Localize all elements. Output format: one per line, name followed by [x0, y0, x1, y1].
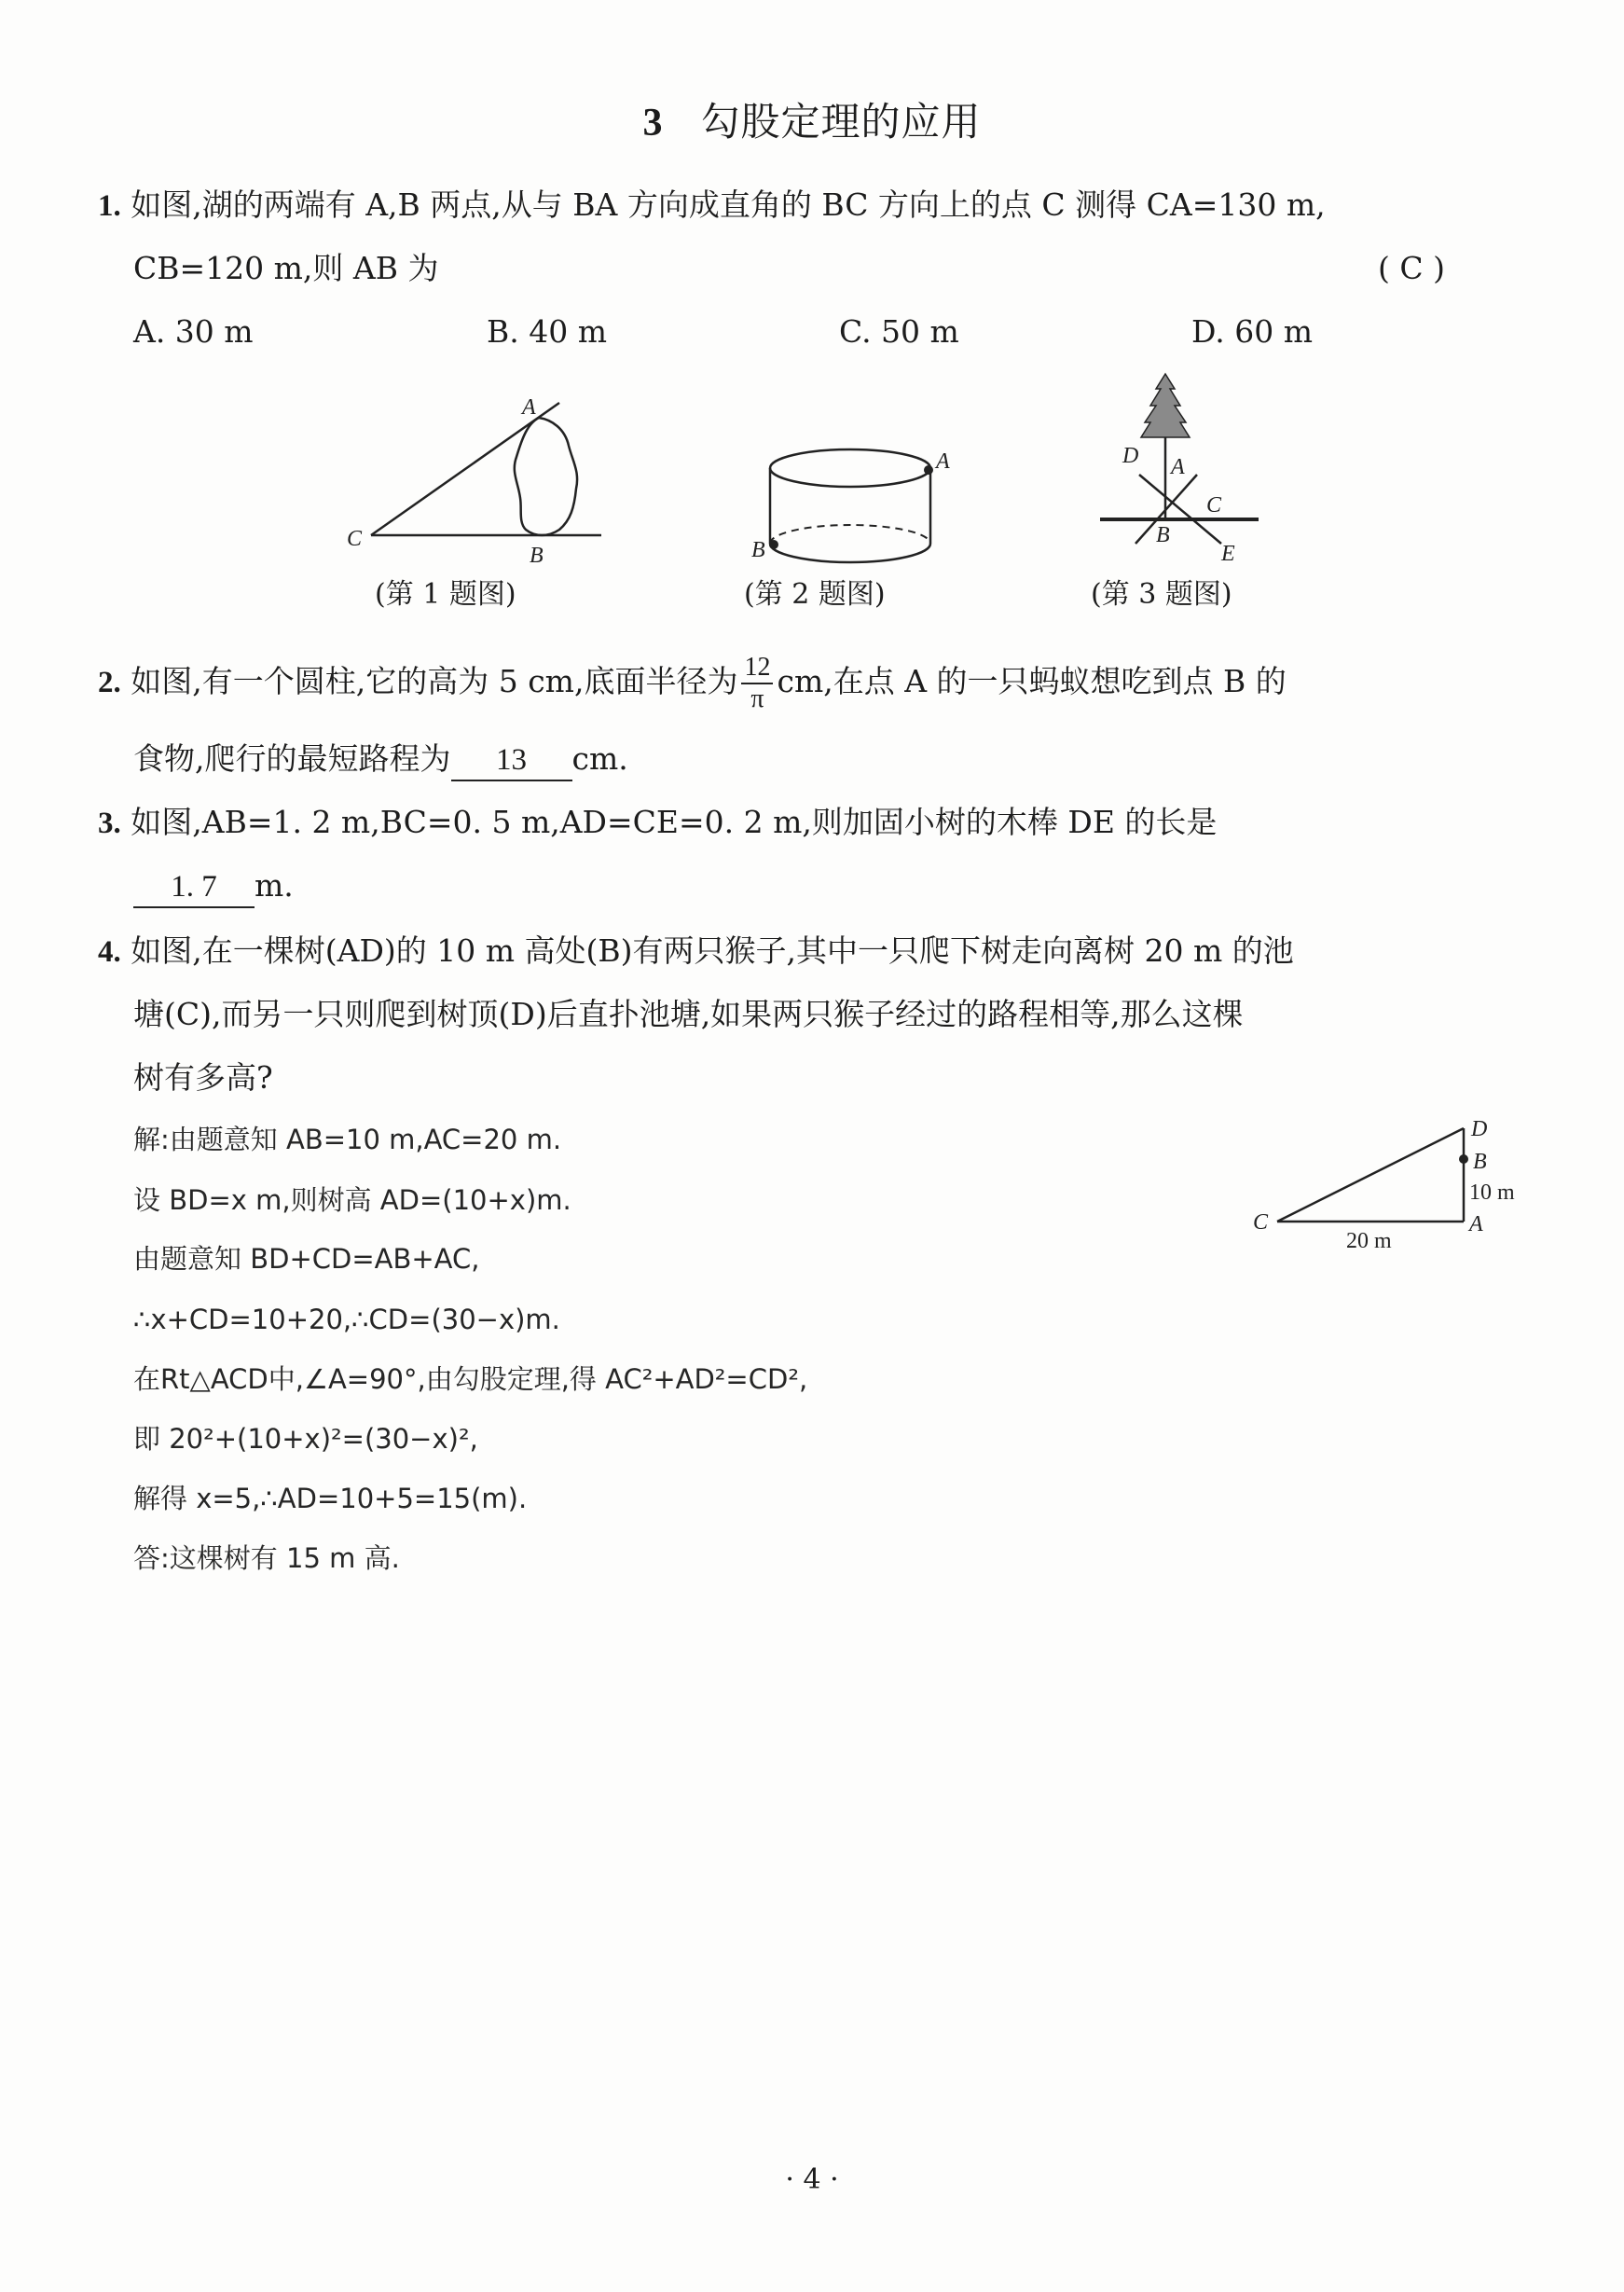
fig3-label-e: E: [1221, 542, 1235, 566]
fig3-label-c: C: [1206, 493, 1222, 518]
figure-3: [1081, 368, 1268, 569]
figure-2: [746, 438, 951, 569]
fig4-label-b: B: [1473, 1150, 1487, 1174]
q1-option-b: B. 40 m: [487, 313, 608, 350]
q2-fraction-denominator: π: [750, 684, 764, 714]
fig1-label-b: B: [530, 544, 544, 568]
q3-answer-blank: 1. 7: [133, 869, 255, 908]
q2-fraction-numerator: 12: [741, 653, 773, 684]
fig2-label-a: A: [936, 449, 950, 474]
q2-line2-pre: 食物,爬行的最短路程为: [133, 740, 451, 777]
figure-4: [1240, 1110, 1548, 1259]
fig2-caption: (第 2 题图): [744, 578, 886, 611]
q4-line1: [98, 932, 1294, 972]
q2-number: 2.: [98, 666, 121, 700]
fig3-label-b: B: [1156, 523, 1170, 547]
fig4-label-10m: 10 m: [1469, 1181, 1515, 1205]
q2-answer-blank: 13: [451, 742, 572, 781]
section-title: [0, 91, 1624, 147]
q2-text-part1: 如图,有一个圆柱,它的高为 5 cm,底面半径为: [131, 663, 738, 700]
q1-option-d: D. 60 m: [1191, 313, 1314, 350]
q4-number: 4.: [98, 935, 121, 969]
q1-text-line2: CB=120 m,则 AB 为: [133, 250, 439, 286]
fig3-label-d: D: [1122, 444, 1139, 468]
q1-number: 1.: [98, 189, 121, 223]
q4-text-line1: 如图,在一棵树(AD)的 10 m 高处(B)有两只猴子,其中一只爬下树走向离树 20 m 的池: [131, 932, 1294, 969]
q2-line2-post: cm.: [571, 740, 628, 777]
fig1-caption: (第 1 题图): [375, 578, 516, 611]
fig3-label-a: A: [1171, 455, 1185, 479]
q3-line2-post: m.: [255, 867, 294, 904]
q4-text-line2: 塘(C),而另一只则爬到树顶(D)后直扑池塘,如果两只猴子经过的路程相等,那么这棵: [133, 996, 1244, 1032]
q1-line1: [98, 186, 1326, 226]
q3-line2: [133, 867, 294, 908]
fig1-label-c: C: [347, 527, 363, 551]
fig4-label-d: D: [1471, 1117, 1488, 1141]
q1-text-line1: 如图,湖的两端有 A,B 两点,从与 BA 方向成直角的 BC 方向上的点 C 测得 CA=130 m,: [131, 186, 1326, 223]
q4-text-line3: 树有多高?: [133, 1059, 273, 1096]
page-number: · 4 ·: [785, 2163, 839, 2196]
fig4-label-20m: 20 m: [1346, 1229, 1392, 1253]
q3-number: 3.: [98, 807, 121, 840]
section-number: 3: [642, 102, 664, 145]
section-title-text: 勾股定理的应用: [700, 99, 982, 145]
q2-line2: [133, 740, 628, 781]
q2-line1: [98, 653, 1287, 714]
q4-solution-line7: 解得 x=5,∴AD=10+5=15(m).: [133, 1483, 528, 1514]
q1-option-c: C. 50 m: [839, 313, 959, 350]
q4-solution-line2: 设 BD=x m,则树高 AD=(10+x)m.: [133, 1184, 571, 1216]
q1-option-a: A. 30 m: [133, 313, 254, 350]
fig2-label-b: B: [751, 538, 765, 562]
q3-text-line1: 如图,AB=1. 2 m,BC=0. 5 m,AD=CE=0. 2 m,则加固小树的木棒 DE 的长是: [131, 804, 1218, 840]
fig3-caption: (第 3 题图): [1091, 578, 1232, 611]
q1-answer: ( C ): [1378, 250, 1445, 286]
q2-text-part2: cm,在点 A 的一只蚂蚁想吃到点 B 的: [777, 663, 1287, 700]
q2-fraction: [741, 653, 773, 714]
q4-solution-line1: 解:由题意知 AB=10 m,AC=20 m.: [133, 1124, 562, 1155]
q4-solution-line5: 在Rt△ACD中,∠A=90°,由勾股定理,得 AC²+AD²=CD²,: [133, 1363, 808, 1395]
q4-solution-line3: 由题意知 BD+CD=AB+AC,: [133, 1243, 480, 1275]
fig1-label-a: A: [522, 395, 536, 420]
fig4-label-c: C: [1253, 1210, 1269, 1235]
q3-line1: [98, 804, 1217, 843]
q4-solution-line4: ∴x+CD=10+20,∴CD=(30−x)m.: [133, 1304, 560, 1335]
q4-solution-line8: 答:这棵树有 15 m 高.: [133, 1542, 400, 1574]
fig4-label-a: A: [1469, 1212, 1483, 1236]
q4-solution-line6: 即 20²+(10+x)²=(30−x)²,: [133, 1423, 478, 1455]
figure-1: [336, 392, 615, 573]
